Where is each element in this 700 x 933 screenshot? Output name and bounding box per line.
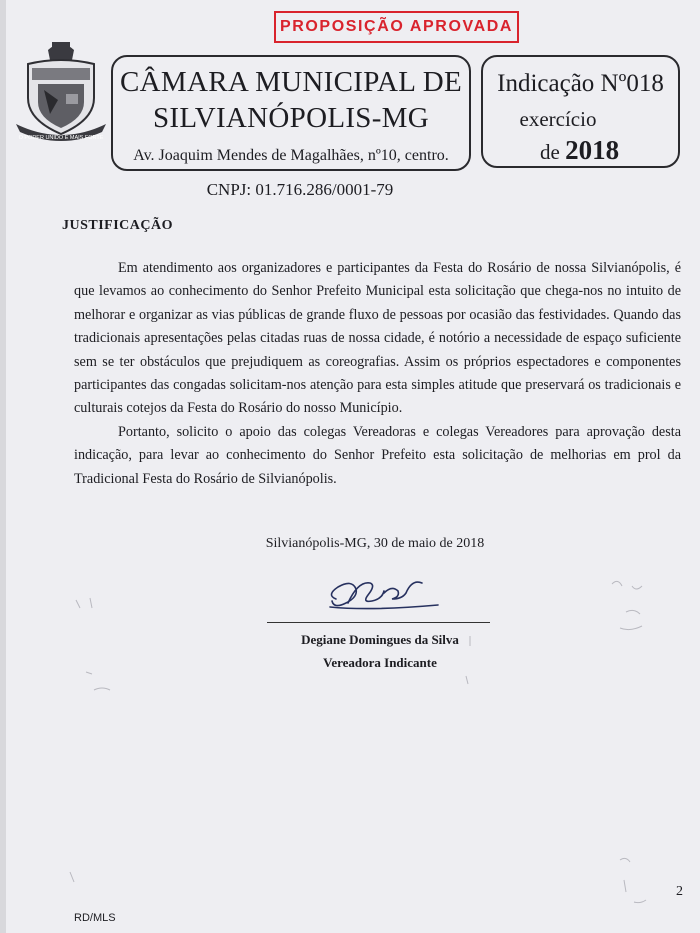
chamber-title-line1: CÂMARA MUNICIPAL DE	[120, 66, 462, 98]
footer-code: RD/MLS	[74, 912, 116, 924]
indicacao-exercicio: exercício	[519, 107, 597, 131]
signer-role: Vereadora Indicante	[323, 655, 437, 670]
chamber-address: Av. Joaquim Mendes de Magalhães, nº10, centro.	[133, 147, 449, 164]
indicacao-de: de	[540, 140, 560, 164]
indicacao-year: 2018	[565, 135, 620, 165]
chamber-title-line2: SILVIANÓPOLIS-MG	[152, 102, 430, 134]
crest-motto-text: O PODER UNIDO E MAIS FORTE	[18, 135, 104, 141]
cnpj: CNPJ: 01.716.286/0001-79	[206, 180, 394, 199]
justification-paragraph-1: Em atendimento aos organizadores e participantes da Festa do Rosário de nossa Silvianópolis, é que levamos ao conhecimento do Senhor Prefeito Municipal esta solicitação que chega-nos no intuito de melhorar e organizar as vias públicas de grande fluxo de pessoas por ocasião das festividades. Quando das tradicionais apresentações pelas citadas ruas de nossa cidade, é notório a necessidade de espaço suficiente sem se ter obstáculos que prejudiquem as coreografias. Assim os próprios espectadores e componentes participantes das congadas solicitam-nos atenção para esta simples atitude que preservará os tradicionais e culturais cotejos da Festa do Rosário do nosso Município.	[74, 260, 681, 417]
justification-paragraph-2: Portanto, solicito o apoio das colegas Vereadoras e colegas Vereadores para aprovação desta indicação, para levar ao conhecimento do Senhor Prefeito esta solicitação de melhorias em prol da Tradicional Festa do Rosário de Silvianópolis.	[74, 423, 681, 487]
place-and-date: Silvianópolis-MG, 30 de maio de 2018	[265, 536, 485, 551]
signer-name: Degiane Domingues da Silva	[301, 632, 459, 647]
approval-stamp: PROPOSIÇÃO APROVADA	[274, 11, 519, 43]
section-heading: JUSTIFICAÇÃO	[62, 218, 174, 233]
coat-of-arms-icon	[12, 38, 110, 150]
indicacao-year-line	[540, 135, 619, 167]
page-edge-shadow	[0, 0, 6, 933]
page-number: 2	[676, 884, 683, 899]
justification-body	[74, 257, 681, 491]
handwritten-signature	[318, 573, 440, 615]
indicacao-title: Indicação Nº018	[497, 70, 664, 97]
signature-line	[267, 622, 490, 623]
